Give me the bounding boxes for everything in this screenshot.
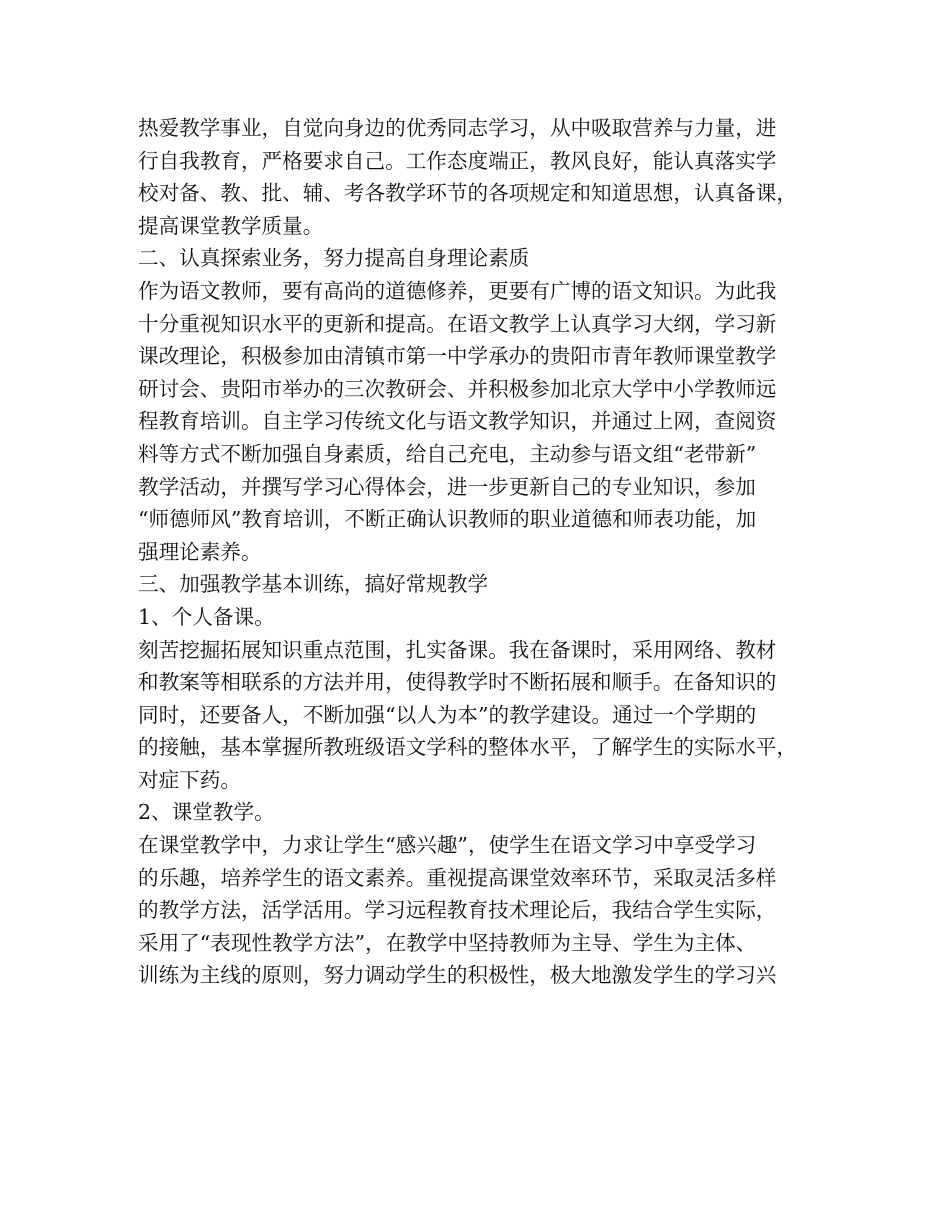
text-line-13: “师德师风”教育培训，不断正确认识教师的职业道德和师表功能，加 <box>138 507 757 532</box>
text-line-27: 训练为主线的原则，努力调动学生的积极性，极大地激发学生的学习兴 <box>138 963 777 988</box>
text-line-18: 和教案等相联系的方法并用，使得教学时不断拓展和顺手。在备知识的 <box>138 670 777 695</box>
subheading-2: 2、课堂教学。 <box>138 800 275 825</box>
text-line-21: 对症下药。 <box>138 767 241 792</box>
text-line-14: 强理论素养。 <box>138 539 262 564</box>
document-body <box>138 112 838 992</box>
section-heading-3: 三、加强教学基本训练，搞好常规教学 <box>138 572 489 597</box>
text-line-12: 教学活动，并撰写学习心得体会，进一步更新自己的专业知识，参加 <box>138 474 756 499</box>
text-line-3: 校对备、教、批、辅、考各教学环节的各项规定和知道思想，认真备课， <box>138 181 797 206</box>
text-line-1: 热爱教学事业，自觉向身边的优秀同志学习，从中吸取营养与力量，进 <box>138 116 777 140</box>
subheading-1: 1、个人备课。 <box>138 604 275 629</box>
text-line-11: 料等方式不断加强自身素质，给自己充电，主动参与语文组“老带新” <box>138 441 757 466</box>
text-line-8: 课改理论，积极参加由清镇市第一中学承办的贵阳市青年教师课堂教学 <box>138 344 777 369</box>
text-line-9: 研讨会、贵阳市举办的三次教研会、并积极参加北京大学中小学教师远 <box>138 376 777 401</box>
text-line-26: 采用了“表现性教学方法”，在教学中坚持教师为主导、学生为主体、 <box>138 930 757 955</box>
text-line-4: 提高课堂教学质量。 <box>138 213 324 238</box>
text-line-24: 的乐趣，培养学生的语文素养。重视提高课堂效率环节，采取灵活多样 <box>138 865 777 890</box>
text-line-10: 程教育培训。自主学习传统文化与语文教学知识，并通过上网，查阅资 <box>138 409 777 434</box>
text-line-23: 在课堂教学中，力求让学生“感兴趣”，使学生在语文学习中享受学习 <box>138 833 757 858</box>
text-line-19: 同时，还要备人，不断加强“以人为本”的教学建设。通过一个学期的 <box>138 702 757 727</box>
text-line-2: 行自我教育，严格要求自己。工作态度端正，教风良好，能认真落实学 <box>138 148 777 173</box>
text-line-25: 的教学方法，活学活用。学习远程教育技术理论后，我结合学生实际， <box>138 898 777 923</box>
text-line-6: 作为语文教师，要有高尚的道德修养，更要有广博的语文知识。为此我 <box>138 278 777 303</box>
text-line-20: 的接触，基本掌握所教班级语文学科的整体水平，了解学生的实际水平， <box>138 735 797 760</box>
text-line-7: 十分重视知识水平的更新和提高。在语文教学上认真学习大纲，学习新 <box>138 311 777 336</box>
section-heading-2: 二、认真探索业务，努力提高自身理论素质 <box>138 246 530 271</box>
text-line-17: 刻苦挖掘拓展知识重点范围，扎实备课。我在备课时，采用网络、教材 <box>138 637 777 662</box>
